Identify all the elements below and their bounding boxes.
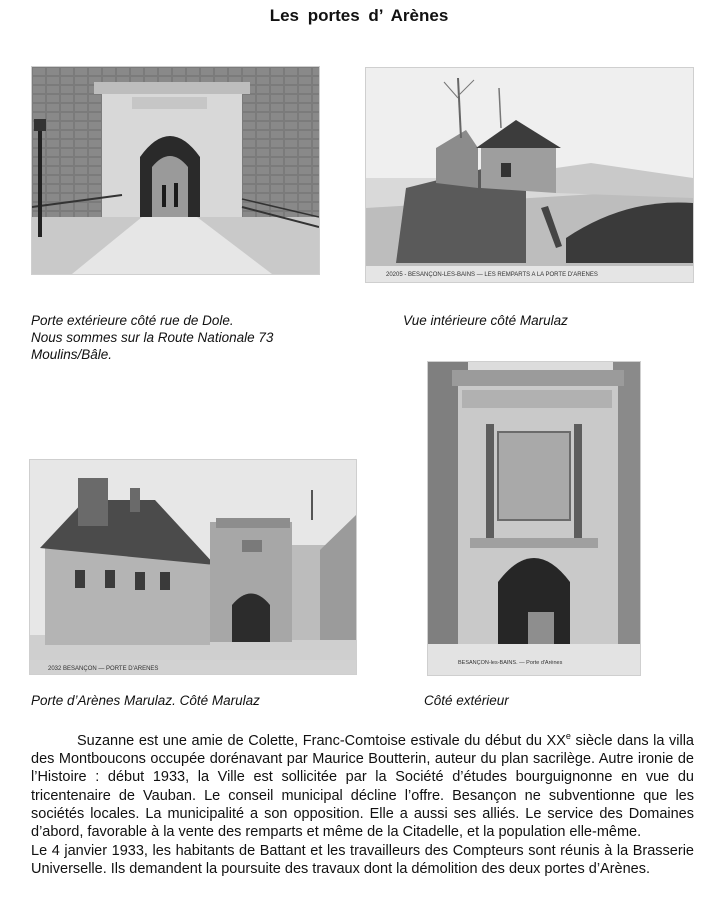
photo-print-label: 2032 BESANÇON — PORTE D'ARENES (48, 666, 159, 672)
article-text: Suzanne est une amie de Colette, Franc-Comtoise estivale du début du XX (77, 732, 566, 749)
century-superscript: e (565, 731, 571, 741)
photo-porte-arenes-marulaz (30, 460, 356, 674)
article-paragraph (31, 727, 694, 842)
photo-vue-interieure-marulaz (366, 68, 693, 282)
caption-line: Vue intérieure côté Marulaz (403, 313, 568, 328)
article-text: siècle dans la villa des Montboucons occupée dorénavant par Maurice Boutterin, auteur du plan sacrilège. Autre ironie de l’Histoire : début 1933, la Ville est sollicitée par la Société d’études bourguignonne en vue du tricentenaire de Vauban. Le conseil municipal décline l’offre. Besançon ne subventionne que les sociétés locales. La municipalité a son opposition. Elle a aussi ses alliés. Le service des Domaines d’abord, favorable à la vente des remparts et même de la Citadelle, et la population elle-même. (31, 732, 694, 841)
page-title: Les portes d’ Arènes (269, 6, 449, 25)
caption-line: Porte d’Arènes Marulaz. Côté Marulaz (31, 693, 260, 708)
caption-line: Moulins/Bâle. (31, 347, 113, 362)
caption-cote-exterieur (424, 692, 624, 709)
caption-line: Porte extérieure côté rue de Dole. (31, 313, 234, 328)
caption-porte-exterieure (31, 312, 331, 363)
caption-vue-interieure (403, 312, 693, 329)
caption-line: Côté extérieur (424, 693, 509, 708)
photo-cote-exterieur (428, 362, 640, 675)
article-paragraph: Le 4 janvier 1933, les habitants de Battant et les travailleurs des Compteurs sont réunis à la Brasserie Universelle. Ils demandent la poursuite des travaux dont la démolition des deux portes d’Arènes. (31, 842, 694, 877)
photo-print-label: BESANÇON-les-BAINS. — Porte d'Arènes (458, 660, 563, 666)
caption-porte-arenes-marulaz (31, 692, 351, 709)
article-body (31, 727, 694, 878)
caption-line: Nous sommes sur la Route Nationale 73 (31, 330, 274, 345)
photo-print-label: 20205 - BESANÇON-LES-BAINS — LES REMPARTS A LA PORTE D'ARENES (386, 272, 598, 278)
photo-porte-exterieure-rue-de-dole (32, 67, 319, 274)
